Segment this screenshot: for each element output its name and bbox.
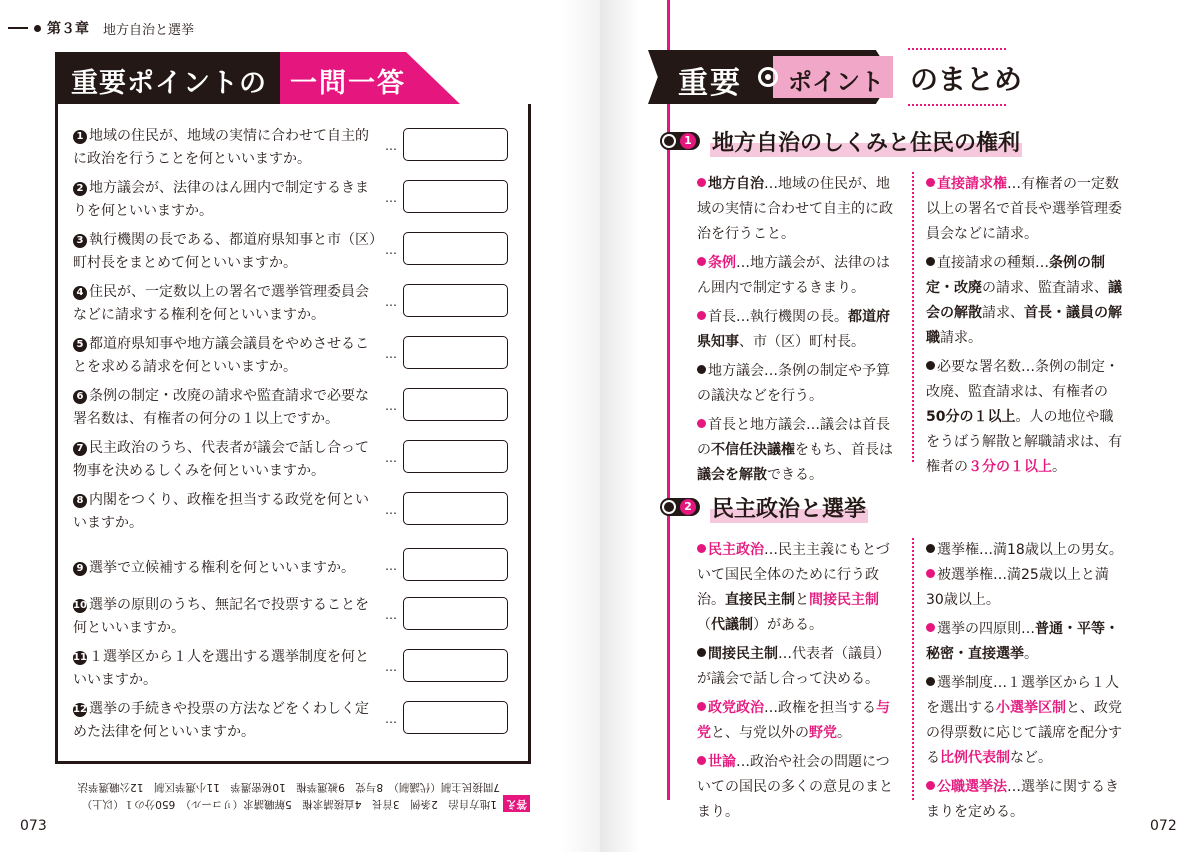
question-text: 地方議会が、法律のはん囲内で制定するきまりを何といいますか。 (73, 180, 369, 219)
question-number: 3 (73, 234, 87, 248)
section-2-title: 民主政治と選挙 (710, 492, 868, 523)
summary-banner-keyword: ポイント (788, 68, 884, 96)
section-badge-icon: 1 (660, 132, 700, 150)
answer-input[interactable] (404, 549, 507, 580)
banner-dotted-rule-bottom (908, 104, 1006, 106)
right-page-accent-rule (667, 0, 670, 800)
page-number-left: 073 (20, 818, 47, 834)
answer-key (60, 770, 530, 812)
leader-dots: … (385, 608, 396, 622)
header-dot-icon (34, 25, 41, 32)
answer-input[interactable] (404, 285, 507, 316)
question-number: 6 (73, 390, 87, 404)
answer-field[interactable] (403, 440, 508, 473)
answer-input[interactable] (404, 129, 507, 160)
question-number: 8 (73, 494, 87, 508)
question-number: 4 (73, 286, 87, 300)
answer-input[interactable] (404, 493, 507, 524)
question-number: 11 (73, 652, 87, 663)
question-text: 都道府県知事や地方議会議員をやめさせることを求める請求を何といいますか。 (73, 336, 369, 375)
quiz-banner-subtitle: 一問一答 (290, 68, 406, 99)
question-text: 選挙の原則のうち、無記名で投票することを何といいますか。 (73, 597, 369, 636)
answer-input[interactable] (404, 702, 507, 733)
answer-field[interactable] (403, 180, 508, 213)
chapter-label: 第３章 (47, 21, 89, 37)
answer-input[interactable] (404, 337, 507, 368)
question-text: 執行機関の長である、都道府県知事と市（区）町村長をまとめて何といいますか。 (73, 232, 376, 271)
answer-field[interactable] (403, 701, 508, 734)
question-text: 選挙で立候補する権利を何といいますか。 (89, 560, 355, 576)
question-number: 2 (73, 182, 87, 196)
question-text: 地域の住民が、地域の実情に合わせて自主的に政治を行うことを何といいますか。 (73, 128, 369, 167)
answer-input[interactable] (404, 441, 507, 472)
summary-banner-suffix: のまとめ (910, 63, 1023, 96)
question-text: 住民が、一定数以上の署名で選挙管理委員会などに請求する権利を何といいますか。 (73, 284, 369, 323)
question-text: 民主政治のうち、代表者が議会で話し合って物事を決めるしくみを何といいますか。 (73, 440, 369, 479)
question-number: 10 (73, 600, 87, 611)
section-1-left-column: 地方自治…地域の住民が、地域の実情に合わせて自主的に政治を行うこと。 条例…地方議会が、法律のはん囲内で制定するきまり。 首長…執行機関の長。都道府県知事、市（区）町村長。 地方議会…条例の制定や予算の議決などを行う。 首長と地方議会…議会は首長の不信任決議権をもち、首長は議会を解散できる。 (697, 176, 893, 483)
answer-key-row-1: 1地方自治 2条例 3首長 4直接請求権 5解職請求（リコール） 650分の１（以上） (81, 798, 497, 810)
question-number: 12 (73, 704, 87, 715)
question-text: 条例の制定・改廃の請求や監査請求で必要な署名数は、有権者の何分の１以上ですか。 (73, 388, 369, 427)
leader-dots: … (385, 660, 396, 674)
question-number: 1 (73, 130, 87, 144)
column-separator-2 (912, 538, 914, 800)
page-number-right: 072 (1150, 818, 1177, 834)
banner-dotted-rule-top (908, 48, 1006, 50)
quiz-banner-title: 重要ポイントの (71, 68, 267, 99)
page-gutter-shadow-right (600, 0, 640, 852)
leader-dots: … (385, 712, 396, 726)
leader-dots: … (385, 559, 396, 573)
answer-field[interactable] (403, 128, 508, 161)
answer-input[interactable] (404, 181, 507, 212)
section-1-right-column: 直接請求権…有権者の一定数以上の署名で首長や選挙管理委員会などに請求。 直接請求の種類…条例の制定・改廃の請求、監査請求、議会の解散請求、首長・議員の解職請求。 必要な署名数…条例の制定・改廃、監査請求は、有権者の50分の１以上。人の地位や職をうばう解散と解職請求は、有権者の３分の１以上。 (926, 176, 1122, 475)
question-text: １選挙区から１人を選出する選挙制度を何といいますか。 (73, 649, 369, 688)
column-separator-1 (912, 172, 914, 462)
leader-dots: … (385, 503, 396, 517)
answer-field[interactable] (403, 284, 508, 317)
answer-field[interactable] (403, 597, 508, 630)
chapter-title: 地方自治と選挙 (103, 22, 195, 38)
question-number: 5 (73, 338, 87, 352)
answer-input[interactable] (404, 233, 507, 264)
leader-dots: … (385, 451, 396, 465)
section-1-title: 地方自治のしくみと住民の権利 (710, 126, 1022, 157)
answer-field[interactable] (403, 492, 508, 525)
target-icon (758, 67, 778, 87)
question-text: 選挙の手続きや投票の方法などをくわしく定めた法律を何といいますか。 (73, 701, 369, 740)
section-2-right-column: 選挙権…満18歳以上の男女。 被選挙権…満25歳以上と満30歳以上。 選挙の四原則…普通・平等・秘密・直接選挙。 選挙制度…１選挙区から１人を選出する小選挙区制と、政党の得票数に応じて議席を配分する比例代表制など。 公職選挙法…選挙に関するきまりを定める。 (926, 542, 1123, 820)
header-rule (8, 27, 28, 29)
question-number: 7 (73, 442, 87, 456)
answer-input[interactable] (404, 650, 507, 681)
quiz-banner (55, 52, 460, 104)
answer-field[interactable] (403, 548, 508, 581)
answer-input[interactable] (404, 598, 507, 629)
leader-dots: … (385, 347, 396, 361)
chapter-header (8, 18, 194, 38)
leader-dots: … (385, 191, 396, 205)
question-text: 内閣をつくり、政権を担当する政党を何といいますか。 (73, 492, 369, 531)
answer-key-tag: 答え (503, 795, 530, 812)
section-2-left-column: 民主政治…民主主義にもとづいて国民全体のために行う政治。直接民主制と間接民主制（代議制）がある。 間接民主制…代表者（議員）が議会で話し合って決める。 政党政治…政権を担当する与党と、与党以外の野党。 世論…政治や社会の問題についての国民の多くの意見のまとまり。 (697, 542, 893, 820)
question-number: 9 (73, 562, 87, 576)
leader-dots: … (385, 295, 396, 309)
section-badge-icon: 2 (660, 498, 700, 516)
answer-input[interactable] (404, 389, 507, 420)
summary-banner-title: 重要 (678, 66, 742, 101)
answer-field[interactable] (403, 336, 508, 369)
section-2-heading (660, 490, 868, 524)
leader-dots: … (385, 399, 396, 413)
leader-dots: … (385, 243, 396, 257)
answer-field[interactable] (403, 649, 508, 682)
leader-dots: … (385, 139, 396, 153)
section-1-heading (660, 124, 1022, 158)
answer-field[interactable] (403, 388, 508, 421)
answer-field[interactable] (403, 232, 508, 265)
answer-key-row-2: 7間接民主制（代議制） 8与党 9被選挙権 10秘密選挙 11小選挙区制 12公職選挙法 (77, 781, 500, 793)
summary-banner (648, 50, 1028, 104)
